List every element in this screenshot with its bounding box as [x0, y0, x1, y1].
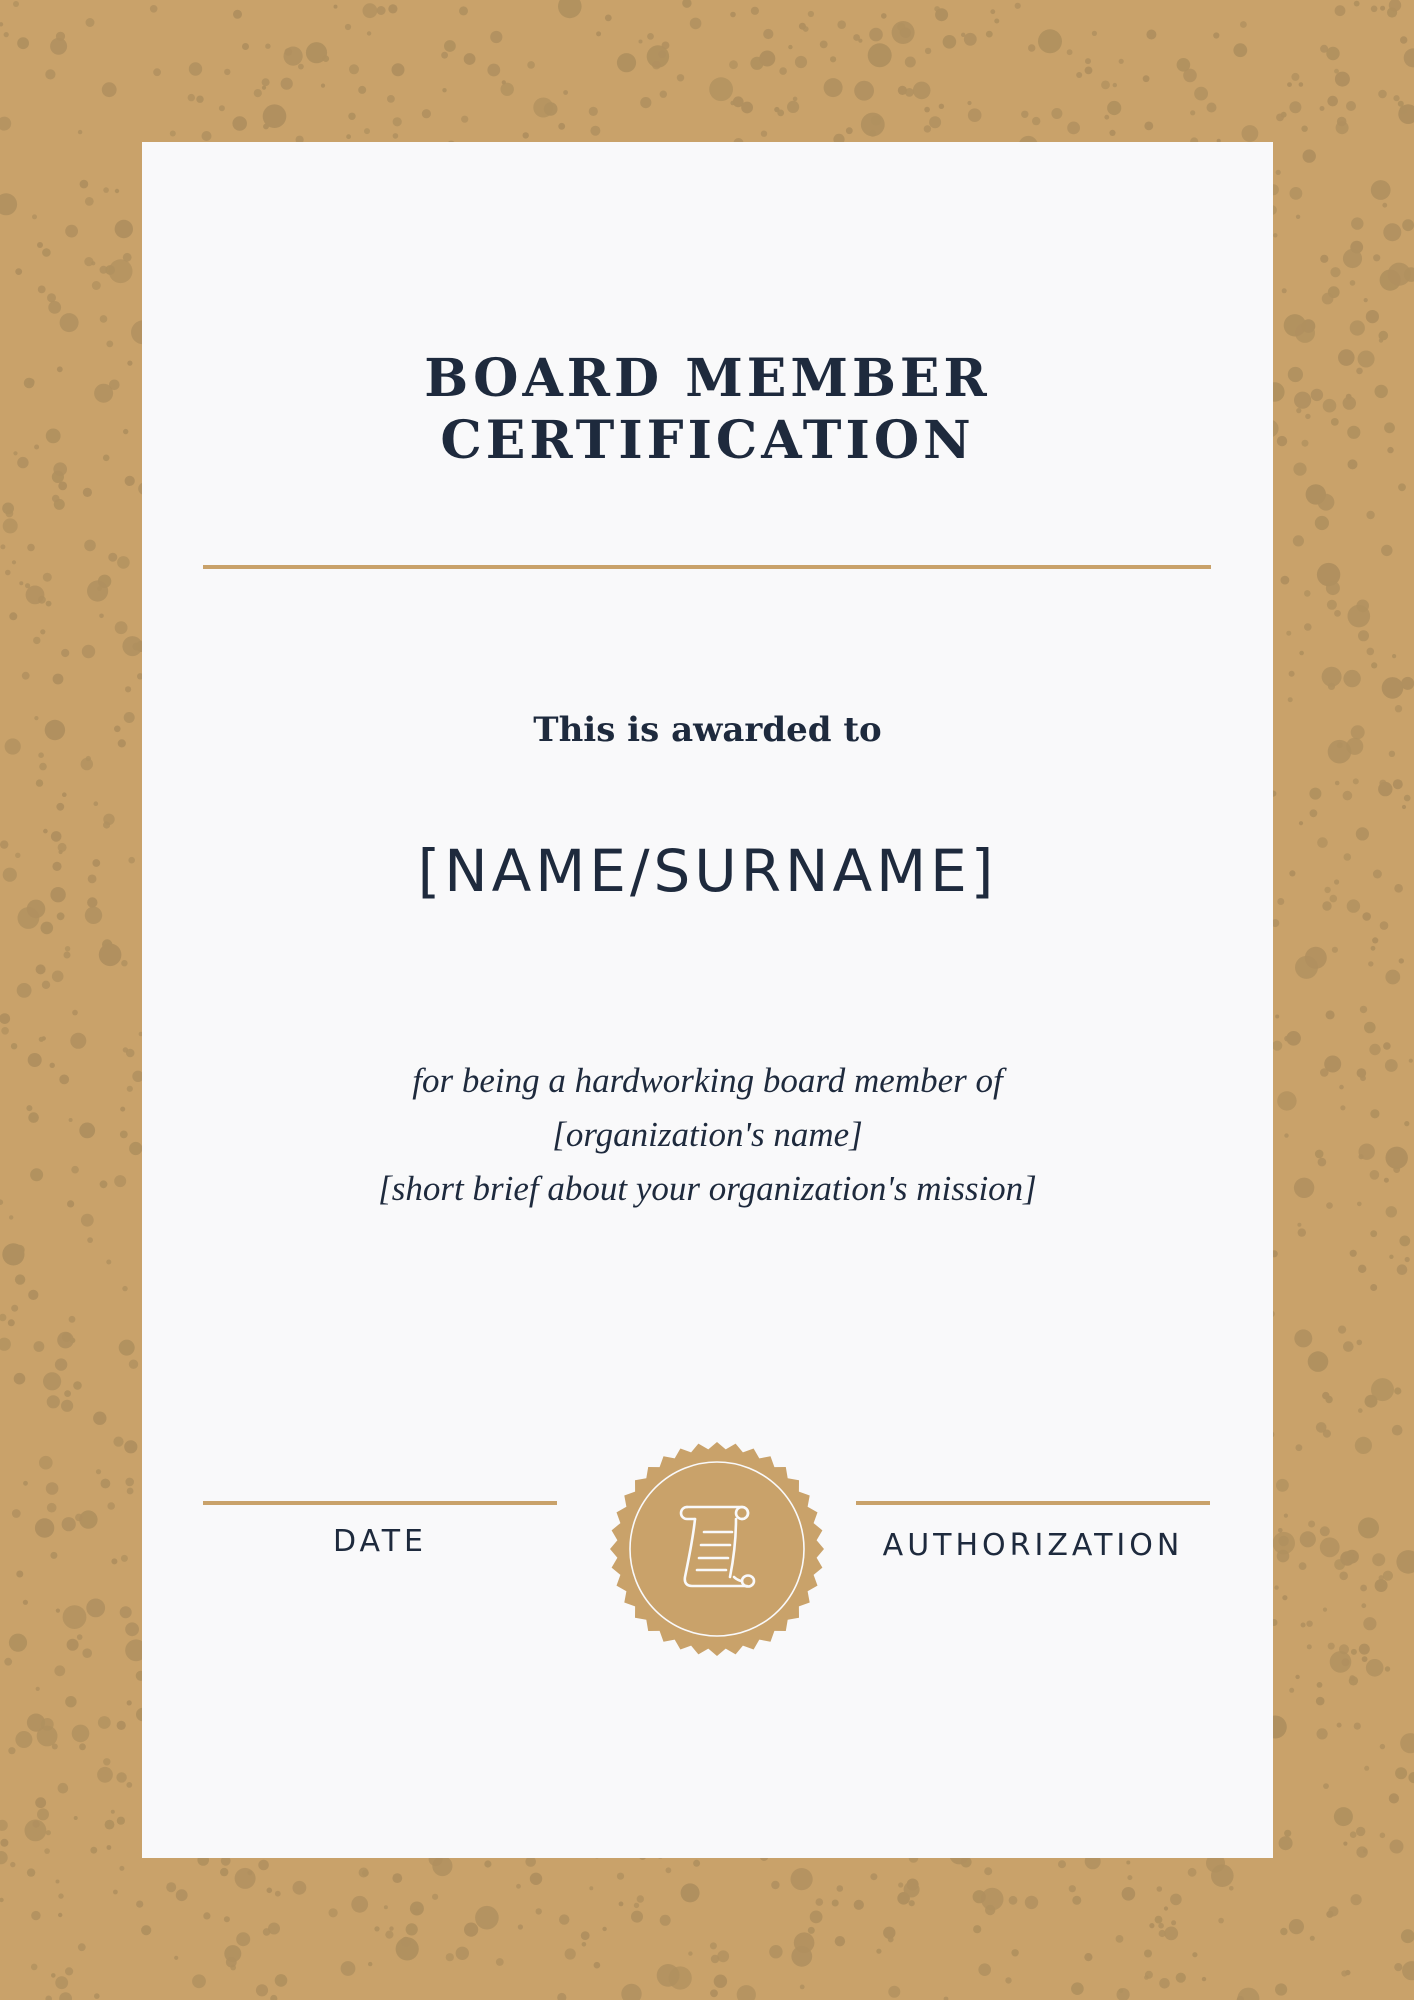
title-line-2: CERTIFICATION	[440, 410, 975, 471]
date-signature-line	[203, 1501, 557, 1505]
certificate-title	[142, 348, 1273, 472]
description-line-2: [organization's name]	[552, 1115, 863, 1154]
certificate-panel	[142, 142, 1273, 1858]
description-line-3: [short brief about your organization's mission]	[378, 1169, 1037, 1208]
authorization-label: AUTHORIZATION	[882, 1528, 1184, 1563]
recipient-name: [NAME/SURNAME]	[417, 837, 998, 905]
certificate-description	[142, 1054, 1273, 1216]
authorization-signature-line	[856, 1501, 1210, 1505]
title-line-1: BOARD MEMBER	[424, 348, 991, 409]
title-divider	[203, 565, 1211, 569]
description-line-1: for being a hardworking board member of	[412, 1061, 1003, 1100]
date-label: DATE	[332, 1524, 428, 1559]
seal-badge	[608, 1440, 826, 1658]
awarded-to-label: This is awarded to	[533, 710, 882, 750]
